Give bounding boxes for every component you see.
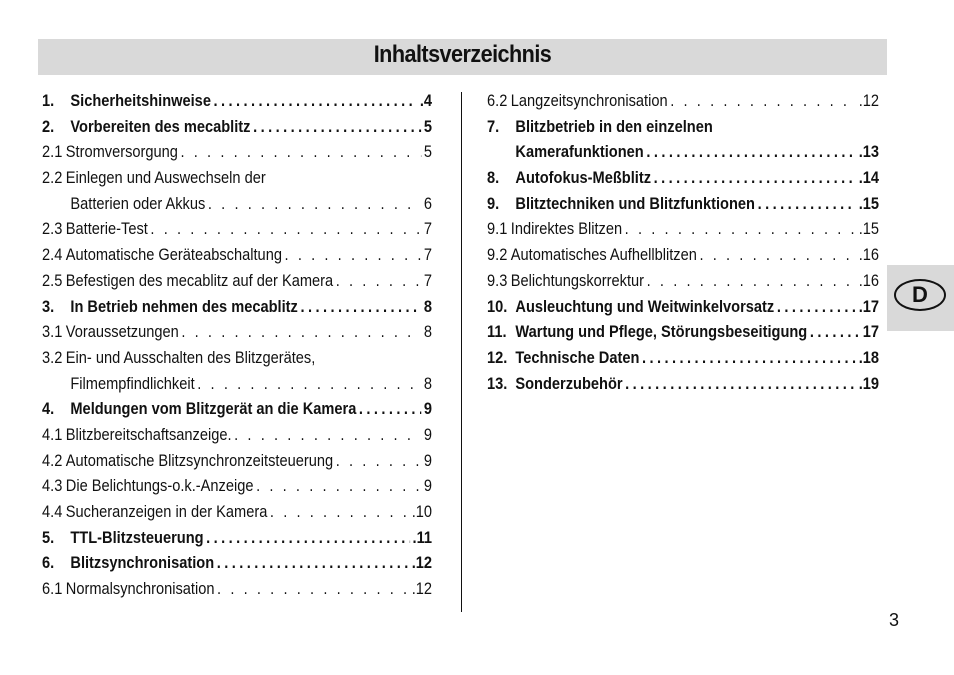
toc-dot-leader [300, 294, 421, 320]
toc-entry-page: .15 [858, 193, 880, 213]
toc-entry-label: Vorbereiten des mecablitz [70, 116, 251, 136]
column-divider [461, 92, 462, 612]
toc-entry[interactable] [42, 165, 432, 191]
toc-dot-leader [642, 345, 856, 371]
toc-entry-label: Blitztechniken und Blitzfunktionen [515, 193, 755, 213]
toc-dot-leader [777, 294, 856, 320]
toc-entry-label: Belichtungskorrektur [510, 270, 645, 290]
toc-entry-number: 6.1 [42, 579, 63, 599]
toc-entry-number: 9. [487, 193, 500, 213]
toc-entry[interactable] [42, 525, 432, 551]
toc-entry-number: 6.2 [487, 91, 508, 110]
toc-entry[interactable] [42, 345, 432, 371]
toc-entry-number: 4.3 [42, 476, 63, 496]
toc-entry-label: Sucheranzeigen in der Kamera [65, 502, 268, 521]
toc-entry-number: 9.3 [487, 270, 508, 290]
toc-dot-leader [208, 191, 421, 217]
toc-right-column [487, 88, 879, 396]
toc-entry-label: Blitzbereitschaftsanzeige. [65, 424, 232, 444]
toc-entry[interactable] [487, 165, 879, 191]
toc-entry-label: Blitzbetrieb in den einzelnen [515, 116, 713, 136]
toc-dot-leader [217, 576, 409, 602]
language-badge: D [894, 279, 946, 311]
toc-entry[interactable] [42, 319, 432, 345]
toc-dot-leader [285, 242, 422, 268]
toc-entry-page: .19 [858, 373, 880, 393]
toc-entry[interactable] [487, 139, 879, 165]
toc-entry[interactable] [42, 242, 432, 268]
toc-entry-page: 6 [423, 193, 433, 213]
toc-entry-number: 12. [487, 347, 508, 367]
toc-entry[interactable] [487, 114, 879, 140]
toc-dot-leader [253, 114, 421, 140]
toc-entry-page: .4 [419, 91, 433, 110]
toc-entry-page: 7 [423, 245, 433, 265]
toc-entry-number: 8. [487, 168, 500, 188]
toc-dot-leader [214, 88, 418, 114]
toc-entry-label: Automatische Geräteabschaltung [65, 245, 282, 265]
toc-entry[interactable] [42, 139, 432, 165]
toc-dot-leader [181, 319, 421, 345]
toc-entry-page: .12 [411, 579, 433, 599]
toc-entry-number: 2.3 [42, 219, 63, 239]
toc-dot-leader [150, 216, 421, 242]
toc-entry-page: 9 [423, 399, 433, 419]
toc-entry-label: Batterie-Test [65, 219, 148, 239]
toc-dot-leader [256, 473, 421, 499]
toc-entry-label: Automatisches Aufhellblitzen [510, 245, 697, 265]
toc-entry-number: 10. [487, 296, 508, 316]
toc-entry-label: In Betrieb nehmen des mecablitz [70, 296, 298, 316]
toc-dot-leader [180, 139, 421, 165]
toc-entry-page: 8 [423, 296, 433, 316]
toc-entry-label: Technische Daten [515, 347, 640, 367]
toc-entry[interactable] [42, 294, 432, 320]
toc-entry-page: 8 [423, 322, 433, 342]
toc-entry-number: 2. [42, 116, 55, 136]
toc-entry-label: Autofokus-Meßblitz [515, 168, 652, 188]
toc-entry[interactable] [487, 294, 879, 320]
toc-entry-number: 2.2 [42, 168, 63, 188]
toc-entry[interactable] [487, 268, 879, 294]
toc-entry-number: 6. [42, 553, 55, 573]
toc-entry-page: .15 [858, 219, 880, 239]
toc-dot-leader [646, 139, 856, 165]
toc-dot-leader [206, 525, 410, 551]
toc-dot-leader [670, 88, 856, 114]
toc-entry-number: 2.1 [42, 142, 63, 162]
toc-dot-leader [217, 550, 409, 576]
toc-entry-number: 3. [42, 296, 55, 316]
toc-dot-leader [270, 499, 409, 525]
toc-entry-page: .13 [858, 142, 880, 162]
toc-entry-number: 7. [487, 116, 500, 136]
page-title: Inhaltsverzeichnis [373, 41, 552, 68]
toc-entry[interactable] [42, 396, 432, 422]
toc-entry-page: 9 [423, 424, 433, 444]
toc-entry-number: 13. [487, 373, 508, 393]
toc-entry-number: 11. [487, 322, 507, 342]
toc-entry-page: 5 [423, 142, 433, 162]
toc-entry-label: Stromversorgung [65, 142, 178, 162]
toc-dot-leader [625, 216, 856, 242]
toc-entry-label: Ein- und Ausschalten des Blitzgerätes, [65, 347, 316, 367]
toc-entry-label: Langzeitsynchronisation [510, 91, 668, 110]
toc-entry[interactable] [42, 422, 432, 448]
toc-entry-number: 3.1 [42, 322, 63, 342]
toc-dot-leader [234, 422, 421, 448]
toc-entry[interactable] [42, 191, 432, 217]
toc-entry-number: 9.2 [487, 245, 508, 265]
toc-entry-page: .12 [411, 553, 433, 573]
toc-entry-label: Sicherheitshinweise [70, 91, 211, 110]
toc-entry-label: Die Belichtungs-o.k.-Anzeige [65, 476, 254, 496]
toc-entry[interactable] [487, 242, 879, 268]
toc-entry-number: 2.5 [42, 270, 63, 290]
page-number: 3 [889, 610, 900, 630]
toc-entry-page: 7 [423, 219, 433, 239]
toc-dot-leader [758, 191, 857, 217]
toc-entry-label: TTL-Blitzsteuerung [70, 527, 204, 547]
toc-entry-label: Kamerafunktionen [515, 142, 644, 162]
toc-entry[interactable] [42, 88, 432, 114]
toc-entry-page: .17 [858, 296, 880, 316]
toc-entry-page: .11 [412, 527, 433, 547]
toc-entry[interactable] [42, 499, 432, 525]
toc-entry-number: 4. [42, 399, 55, 419]
toc-entry-page: .10 [411, 502, 433, 521]
toc-entry[interactable] [487, 191, 879, 217]
toc-entry[interactable] [42, 371, 432, 397]
toc-entry-label: Normalsynchronisation [65, 579, 215, 599]
toc-entry[interactable] [487, 345, 879, 371]
toc-entry-page: .16 [858, 245, 880, 265]
toc-entry-label: Automatische Blitzsynchronzeitsteuerung [65, 450, 334, 470]
toc-dot-leader [197, 371, 421, 397]
toc-entry-number: 4.2 [42, 450, 63, 470]
title-bar [38, 39, 887, 75]
toc-entry-label: Batterien oder Akkus [70, 193, 206, 213]
toc-entry-page: .18 [858, 347, 880, 367]
toc-dot-leader [625, 371, 856, 397]
toc-entry-number: 1. [42, 91, 55, 110]
toc-entry-label: Einlegen und Auswechseln der [65, 168, 266, 188]
toc-entry-label: Meldungen vom Blitzgerät an die Kamera [70, 399, 357, 419]
toc-entry-label: Voraussetzungen [65, 322, 179, 342]
toc-entry-label: Wartung und Pflege, Störungsbeseitigung [515, 322, 808, 342]
toc-entry-page: .14 [858, 168, 880, 188]
toc-entry[interactable] [42, 268, 432, 294]
toc-entry-number: 2.4 [42, 245, 63, 265]
toc-entry-label: Filmempfindlichkeit [70, 373, 195, 393]
toc-entry-label: Sonderzubehör [515, 373, 623, 393]
toc-entry-page: .16 [858, 270, 880, 290]
toc-dot-leader [359, 396, 421, 422]
toc-entry-number: 3.2 [42, 347, 63, 367]
toc-entry-page: 9 [423, 476, 433, 496]
toc-entry[interactable] [42, 550, 432, 576]
toc-entry-label: Indirektes Blitzen [510, 219, 623, 239]
toc-entry[interactable] [42, 114, 432, 140]
toc-entry-label: Ausleuchtung und Weitwinkelvorsatz [515, 296, 775, 316]
toc-entry[interactable] [487, 216, 879, 242]
toc-entry-page: 8 [423, 373, 433, 393]
toc-entry[interactable] [42, 448, 432, 474]
toc-entry-page: 17 [862, 322, 880, 342]
toc-dot-leader [654, 165, 857, 191]
toc-entry[interactable] [487, 88, 879, 114]
toc-entry-number: 5. [42, 527, 55, 547]
toc-entry-number: 4.1 [42, 424, 63, 444]
toc-entry-number: 9.1 [487, 219, 508, 239]
language-tab [887, 265, 954, 331]
toc-dot-leader [810, 319, 860, 345]
toc-entry-page: 5 [423, 116, 433, 136]
toc-entry-label: Blitzsynchronisation [70, 553, 215, 573]
toc-left-column [42, 88, 432, 602]
toc-entry[interactable] [42, 473, 432, 499]
toc-entry[interactable] [42, 576, 432, 602]
toc-dot-leader [336, 448, 422, 474]
toc-dot-leader [699, 242, 856, 268]
toc-entry-label: Befestigen des mecablitz auf der Kamera [65, 270, 334, 290]
toc-entry[interactable] [42, 216, 432, 242]
toc-entry-page: 7 [423, 270, 433, 290]
toc-dot-leader [647, 268, 857, 294]
toc-entry-page: .12 [858, 91, 880, 110]
toc-entry-page: 9 [423, 450, 433, 470]
toc-entry[interactable] [487, 371, 879, 397]
toc-entry[interactable] [487, 319, 879, 345]
toc-entry-number: 4.4 [42, 502, 63, 521]
toc-dot-leader [336, 268, 422, 294]
